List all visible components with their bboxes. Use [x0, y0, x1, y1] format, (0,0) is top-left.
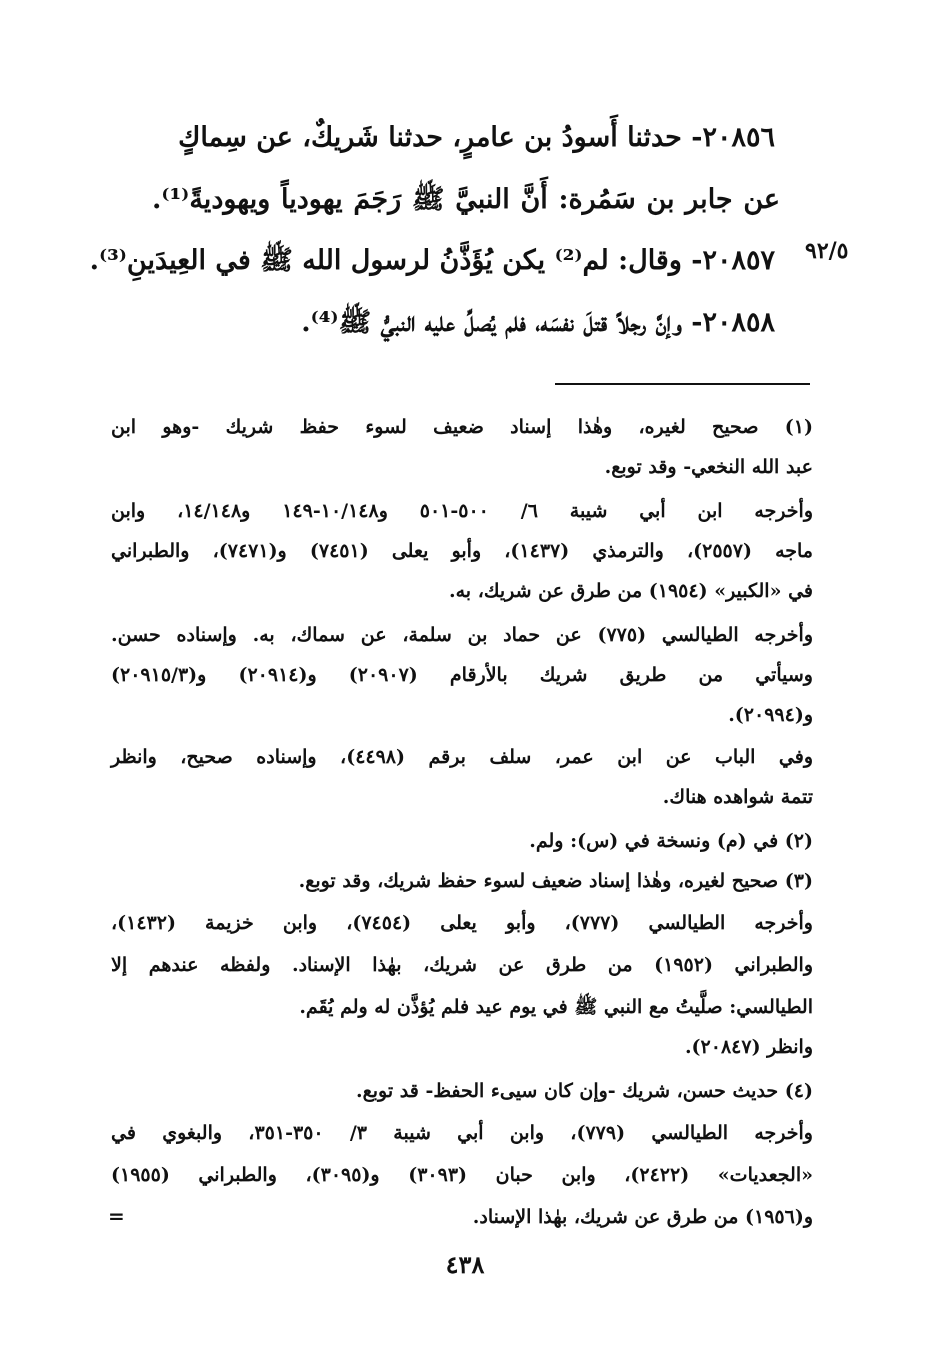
footnote-separator: [555, 383, 810, 385]
footnote-line: وفي الباب عن ابن عمر، سلف برقم (٤٤٩٨)، وإسناده صحيح، وانظر: [111, 746, 813, 768]
footnote-line: والطبراني (١٩٥٢) من طرق عن شريك، بهٰذا الإسناد. ولفظه عندهم إلا: [111, 954, 813, 976]
footnote-line: و(١٩٥٦) من طرق عن شريك، بهٰذا الإسناد.: [472, 1206, 813, 1228]
page-number: ٤٣٨: [445, 1250, 485, 1279]
continuation-mark: =: [108, 1204, 125, 1228]
footnote-line: (٤) حديث حسن، شريك -وإن كان سيىء الحفظ- قد توبع.: [356, 1080, 813, 1102]
footnote-line: و(٢٠٩٩٤).: [728, 704, 813, 726]
hadith-line: ٢٠٨٥٧- وقال: لم⁽²⁾ يكن يُؤَذَّنُ لرسول الله ﷺ في العِيدَينِ⁽³⁾.: [89, 245, 775, 276]
footnote-line: في «الكبير» (١٩٥٤) من طرق عن شريك، به.: [448, 580, 813, 602]
footnote-line: وأخرجه الطيالسي (٧٧٧)، وأبو يعلى (٧٤٥٤)، وابن خزيمة (١٤٣٢)،: [111, 912, 813, 934]
footnote-line: (٣) صحيح لغيره، وهٰذا إسناد ضعيف لسوء حفظ شريك، وقد توبع.: [298, 870, 813, 892]
footnote-line: عبد الله النخعي- وقد توبع.: [604, 456, 813, 478]
footnote-line: ماجه (٢٥٥٧)، والترمذي (١٤٣٧)، وأبو يعلى (٧٤٥١) و(٧٤٧١)، والطبراني: [111, 540, 813, 562]
footnote-line: وأخرجه الطيالسي (٧٧٥) عن حماد بن سلمة، عن سماك، به. وإسناده حسن.: [111, 624, 813, 646]
footnote-line: وأخرجه ابن أبي شيبة ٦/ ٥٠٠-٥٠١ و١٠/١٤٨-١٤٩ و١٤/١٤٨، وابن: [111, 500, 813, 522]
footnote-line: «الجعديات» (٢٤٢٢)، وابن حبان (٣٠٩٣) و(٣٠٩٥)، والطبراني (١٩٥٥): [111, 1164, 813, 1186]
footnote-line: (٢) في (م) ونسخة في (س): ولم.: [529, 830, 813, 852]
hadith-line: ٢٠٨٥٦- حدثنا أَسودُ بن عامرٍ، حدثنا شَريكٌ، عن سِماكٍ: [178, 122, 775, 153]
footnote-line: تتمة شواهده هناك.: [662, 786, 813, 808]
footnote-line: الطيالسي: صلَّيتُ مع النبي ﷺ في يوم عيد فلم يُؤذَّن له ولم يُقَم.: [299, 996, 813, 1018]
footnote-line: وسيأتي من طريق شريك بالأرقام (٢٠٩٠٧) و(٢٠٩١٤) و(٢٠٩١٥/٣): [111, 664, 813, 686]
volume-page-reference: ٩٢/٥: [805, 238, 849, 264]
hadith-line: عن جابر بن سَمُرة: أَنَّ النبيَّ ﷺ رَجَمَ يهودياً ويهوديةً⁽¹⁾.: [152, 184, 780, 215]
footnote-line: وانظر (٢٠٨٤٧).: [684, 1036, 813, 1058]
footnote-line: وأخرجه الطيالسي (٧٧٩)، وابن أبي شيبة ٣/ ٣٥٠-٣٥١، والبغوي في: [111, 1122, 813, 1144]
hadith-line: ٢٠٨٥٨- وإنَّ رجلاً قتلَ نفسَه، فلم يُصلِّ عليه النبيُّ ﷺ⁽⁴⁾.: [301, 307, 775, 338]
footnote-line: (١) صحيح لغيره، وهٰذا إسناد ضعيف لسوء حفظ شريك -وهو ابن: [111, 416, 813, 438]
